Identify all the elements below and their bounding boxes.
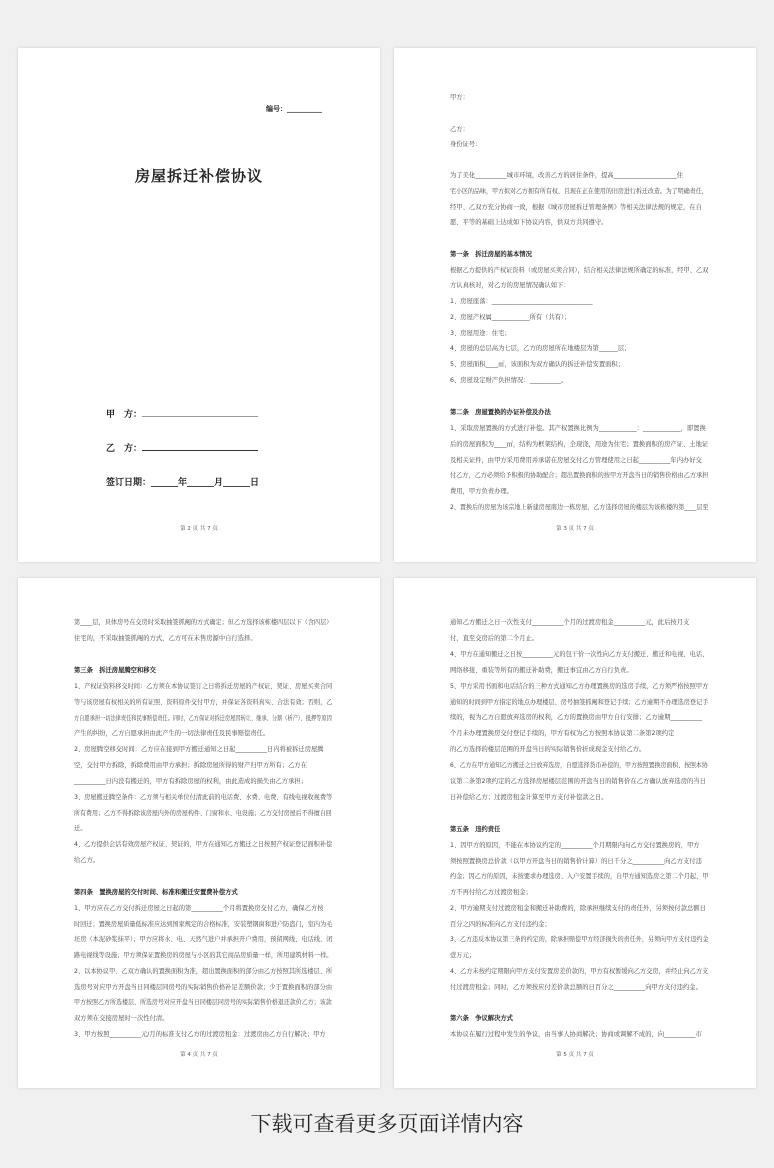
text-line: 2、甲方逾期支付过渡房租金和搬迁补助费的，除承担继续支付的责任外，另须按付款总额日: [450, 905, 706, 912]
text-line: 3、房屋用途：住宅；: [450, 330, 511, 337]
text-line: 甲方按照乙方所选楼层、所选房号对应开盘当日同楼层同房号的实际销售价格退还款价乙方；该款: [74, 999, 332, 1006]
section-heading: 第五条 违约责任: [450, 826, 501, 833]
text-line: 所有费用；乙方不得拆除该房屋内外的房屋构件、门窗和水、电设施；乙方交付房屋后不得擅自回: [74, 810, 332, 817]
text-line: 2、置换后的房屋为该宗地上新建房屋南边一栋房屋，乙方选择房屋的楼层为该栋楼的第____层至: [450, 504, 709, 511]
text-line: 1、产权证资料移交时间：乙方须在本协议签订之日将拆迁房屋的产权证、契证、房屋买卖合同: [74, 683, 333, 690]
text-line: 宅小区的品味，甲方拟对乙方拥有所有权、且现在正在使用的旧房进行拆迁改造。为了明确责任，: [450, 188, 708, 195]
text-line: 为了美化__________城市环境，改善乙方的居住条件，提高____________________住: [450, 172, 683, 179]
text-line: 坯房（本泥砂浆抹平）；甲方应将水、电、天然气进户并承担开户费用，预留网线、电话线、闭: [74, 936, 333, 943]
text-line: 给乙方。: [74, 857, 100, 864]
text-line: 迁。: [74, 825, 87, 832]
party-a-signature-line: [106, 407, 258, 420]
sign-date-line: 签订日期：______年______月______日: [106, 478, 260, 488]
text-line: 甲方：: [450, 94, 469, 101]
text-line: 时回迁；置换房屋质量低标准应达到国家规定的合格标准，安装塑钢窗和进户防盗门，室内为毛: [74, 921, 333, 928]
text-line: 个月未办理置换房交付登记手续的，甲方有权为乙方按照本协议第二条第2项约定: [450, 730, 675, 737]
text-line: 方自愿承担一切法律责任和民事赔偿责任。同时，乙方保证对拆迁房屋因转让、继承、分割（析产）、抵押等原因: [74, 715, 332, 722]
text-line: 通知乙方搬迁之日一次性支付__________个月的过渡房租金__________元，此后按月支: [450, 619, 690, 626]
text-line: 经甲、乙双方充分协商一致，根据《城市房屋拆迁管理条例》等相关法律法规的规定，在自: [450, 204, 702, 211]
text-line: 方不再付给乙方过渡房租金；: [450, 889, 532, 896]
text-line: 网络移接、重装等所有的搬迁补助费，搬迁事宜由乙方自行负责。: [450, 667, 633, 674]
text-line: 产生的纠纷，乙方自愿承担由此产生的一切法律责任及民事赔偿责任。: [74, 730, 270, 737]
page-footer: 第 5 页 共 7 页: [556, 1052, 594, 1058]
section-heading: 第一条 拆迁房屋的基本情况: [450, 251, 532, 258]
text-line: 壹万元；: [450, 952, 476, 959]
text-line: 乙方：: [450, 126, 469, 133]
party-b-signature-line: [106, 441, 258, 454]
text-line: 5、房屋面积____㎡，该面积为双方确认的拆迁补偿安置面积；: [450, 361, 625, 368]
page-footer: 第 3 页 共 7 页: [556, 526, 594, 532]
text-line: 第____层，具体房号在交房时采取抽签抓阄的方式确定；但乙方选择该栋楼四层以下（含四层）: [74, 619, 333, 626]
text-line: 选房号对应甲方开盘当日同楼层同房号的实际销售价格补足差额价款；少于置换面积的部分由: [74, 984, 333, 991]
text-line: 付，直至交房后的第二个月止。: [450, 635, 539, 642]
section-heading: 第二条 房屋置换的办证补偿及办法: [450, 409, 551, 416]
party-b-label: 乙 方：: [106, 444, 143, 454]
text-line: 4、房屋的总层高为七层，乙方的房屋所在地楼层为第______层；: [450, 345, 631, 352]
text-line: 方认真核对，对乙方的房屋情况确认如下：: [450, 282, 570, 289]
text-line: 3、房屋搬迁腾空条件：乙方须与相关单位付清此前的电话费、水费、电费、有线电视收视费等: [74, 794, 333, 801]
text-line: 住宅的，不采取抽签抓阄的方式，乙方可在未售房源中自行选择。: [74, 635, 257, 642]
text-line: 议第二条第2项约定的乙方选择房屋楼层范围的开盘当日的销售价在乙方确认放弃选房的当日: [450, 778, 706, 785]
document-title: 房屋拆迁补偿协议: [134, 167, 263, 185]
text-line: 路电视线等设施；甲方须保证置换房的房屋与小区的其它商品房质量一样，所用建筑材料一样。: [74, 952, 333, 959]
text-line: 百分之四的标准向乙方支付违约金；: [450, 921, 551, 928]
text-line: 费用，甲方负责办理。: [450, 488, 513, 495]
text-line: __________日内没有搬迁的，甲方有拆除房屋的权利，由此造成的损失由乙方承担；: [74, 778, 307, 785]
text-line: 2、以本协议甲、乙双方确认的置换面积为准，超出置换面积的部分由乙方按照其所选楼层、所: [74, 968, 333, 975]
download-caption: 下载可查看更多页面详情内容: [250, 1112, 524, 1136]
document-page-cover: [18, 48, 380, 562]
document-number-label: 编号：__________: [266, 105, 322, 113]
document-page-3: [18, 578, 380, 1088]
section-heading: 第六条 争议解决方式: [450, 1015, 513, 1022]
document-page-4: [394, 578, 756, 1088]
text-line: 后的房屋面积为____㎡，结构为框架结构，全现浇，用途为住宅；置换面积的房产证、土地证: [450, 441, 709, 448]
page-footer: 第 4 页 共 7 页: [180, 1052, 218, 1058]
text-line: 约金；因乙方的原因，未按要求办理选房、入户安置手续的，自甲方通知选房之第二个月起，甲: [450, 873, 709, 880]
party-a-label: 甲 方：: [106, 410, 143, 420]
section-heading: 第三条 拆迁房屋腾空和移交: [74, 667, 156, 674]
text-line: 身份证号：: [450, 141, 482, 148]
text-line: 2、房屋产权属____________所有（共有）；: [450, 314, 571, 321]
text-line: 1、因甲方的原因，不能在本协议约定的__________个月期限内向乙方交付置换房的，甲方: [450, 842, 700, 849]
text-line: 付乙方，乙方必须给予积极的协助配合；超出置换面积的按甲方开盘当日的销售价格由乙方承担: [450, 472, 709, 479]
text-line: 6、房屋设定财产负担情况：__________。: [450, 377, 568, 384]
text-line: 4、乙方提供会话有效房屋产权证、契证的，甲方在通知乙方搬迁之日按照产权证登记面积补偿: [74, 841, 333, 848]
text-line: 空，交付甲方拆除，拆除费用由甲方承担；拆除房屋所得的财产归甲方所有；乙方在: [74, 762, 307, 769]
text-line: 根据乙方提供的产权证资料（或房屋买卖合同），结合相关法律法规所确定的标准，经甲、乙双: [450, 267, 709, 274]
text-line: 4、甲方在通知搬迁之日按__________元的包干价一次性向乙方支付搬迁、搬迁和电视、电话、: [450, 651, 709, 658]
document-page-2: [394, 48, 756, 562]
text-line: 2、房屋腾空移交时间：乙方应在接到甲方搬迁通知之日起__________日内将被拆迁房屋腾: [74, 746, 324, 753]
section-heading: 第四条 置换房屋的交付时间、标准和搬迁安置费补偿方式: [74, 889, 238, 896]
text-line: 续的，视为乙方自愿放弃选房的权利，乙方的置换房由甲方自行安排；乙方逾期__________: [450, 714, 702, 721]
text-line: 本协议在履行过程中发生的争议，由当事人协商解决；协商或调解不成的，向__________市: [450, 1031, 702, 1038]
text-line: 双方须在交接房屋时一次性付清。: [74, 1015, 169, 1022]
text-line: 的乙方选择的楼层范围的开盘当日的实际销售价折成现金支付给乙方。: [450, 746, 646, 753]
page-footer: 第 2 页 共 7 页: [180, 526, 218, 532]
text-line: 通知的时间到甲方指定的地点办理楼层、房号抽签抓阄和登记手续；乙方逾期不办理选房登记手: [450, 699, 709, 706]
text-line: 付过渡房租金；同时，乙方须按应付差价款总额的日百分之__________向甲方支付违约金。: [450, 984, 702, 991]
text-line: 1、采取房屋置换的方式进行补偿。其产权置换比例为____________：____________，即置换: [450, 425, 706, 432]
text-line: 日补偿给乙方；过渡房租金计算至甲方支付补偿款之日。: [450, 794, 608, 801]
text-line: 3、甲方按照__________元/月的标准支付乙方的过渡房租金：过渡房由乙方自行解决；甲方: [74, 1031, 326, 1038]
party-b-blank: [142, 450, 258, 451]
text-line: 3、乙方违反本协议第三条的约定的，除承担赔偿甲方经济损失的责任外，另须向甲方支付违约金: [450, 936, 709, 943]
text-line: 1、甲方应在乙方交付拆迁房屋之日起的第__________个月将置换房交付乙方，确保乙方按: [74, 905, 324, 912]
text-line: 1、房屋座落：________________________________: [450, 298, 593, 305]
text-line: 等与该房屋有权相关的所有证照、资料原件交付甲方，并保证各资料真实、合法有效；否则，乙: [74, 699, 333, 706]
text-line: 5、甲方采用书面和电话结合的三种方式通知乙方办理置换房的选房手续，乙方须严格按照甲方: [450, 683, 709, 690]
party-a-blank: [142, 416, 258, 417]
text-line: 6、乙方在甲方通知乙方搬迁之日放弃选房，自愿选择货币补偿的，甲方按照置换房面积、按照本协: [450, 762, 708, 769]
text-line: 愿、平等的基础上达成如下协议内容，供双方共同遵守。: [450, 219, 608, 226]
text-line: 及相关证件，由甲方采用费用并承诺在房屋交付乙方管理使用之日起__________年内办好交: [450, 457, 702, 464]
text-line: 须按照置换房总价款（以甲方开盘当日的销售价计算）的日千分之__________向乙方支付违: [450, 858, 702, 865]
text-line: 4、乙方未按约定期限向甲方支付安置房差价款的，甲方有权暂缓向乙方交房，并经止向乙方支: [450, 968, 709, 975]
